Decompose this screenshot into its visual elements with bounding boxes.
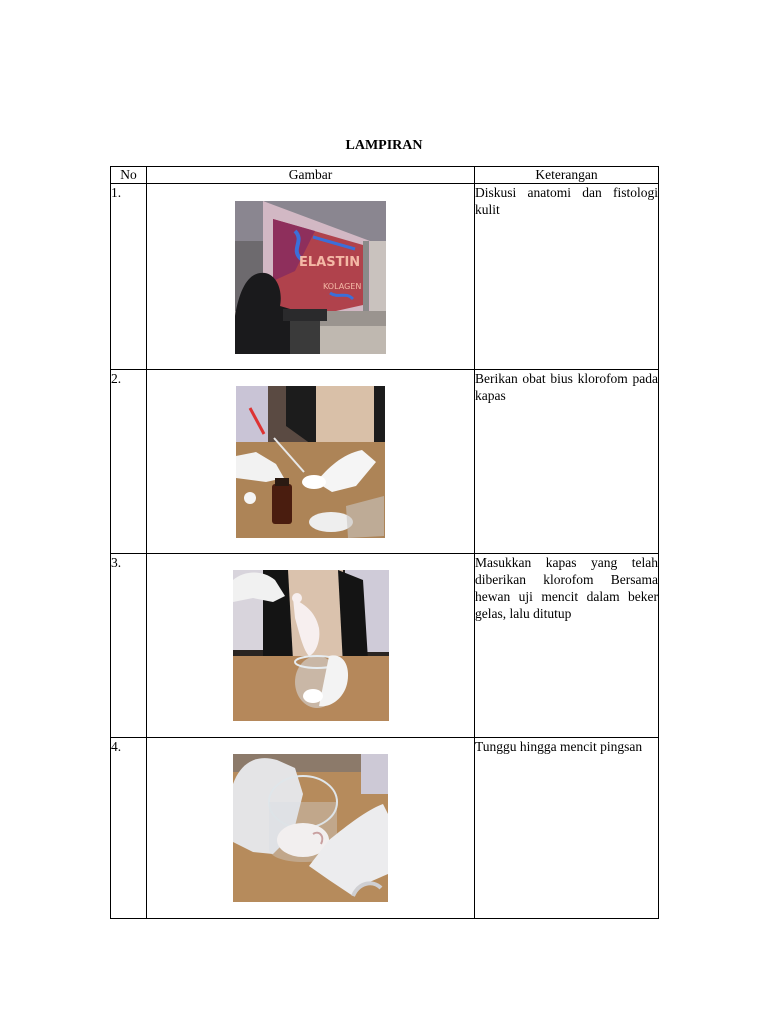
gambar-cell — [147, 370, 475, 554]
table-header-row — [111, 167, 659, 184]
table-row — [111, 184, 659, 370]
keterangan-cell: Masukkan kapas yang telah diberikan klorofom Bersama hewan uji mencit dalam beker gelas, lalu ditutup — [475, 554, 659, 738]
gambar-cell — [147, 184, 475, 370]
photo-chloroform — [236, 386, 385, 538]
page-title: LAMPIRAN — [345, 138, 423, 153]
header-no: No — [111, 167, 147, 184]
lampiran-table — [110, 166, 659, 919]
photo-text-elastin: ELASTIN — [299, 255, 361, 270]
row-number: 4. — [111, 738, 147, 919]
table-row — [111, 370, 659, 554]
table-row — [111, 738, 659, 919]
keterangan-cell: Diskusi anatomi dan fistologi kulit — [475, 184, 659, 370]
gambar-cell — [147, 738, 475, 919]
keterangan-cell: Tunggu hingga mencit pingsan — [475, 738, 659, 919]
photo-beaker-mouse — [233, 570, 389, 721]
photo-presentation — [235, 201, 386, 354]
header-keterangan: Keterangan — [475, 167, 659, 184]
gambar-cell — [147, 554, 475, 738]
header-gambar: Gambar — [147, 167, 475, 184]
row-number: 3. — [111, 554, 147, 738]
photo-text-kolagen: KOLAGEN — [323, 282, 362, 291]
keterangan-cell: Berikan obat bius klorofom pada kapas — [475, 370, 659, 554]
photo-mouse-unconscious — [233, 754, 388, 902]
row-number: 2. — [111, 370, 147, 554]
table-row — [111, 554, 659, 738]
row-number: 1. — [111, 184, 147, 370]
